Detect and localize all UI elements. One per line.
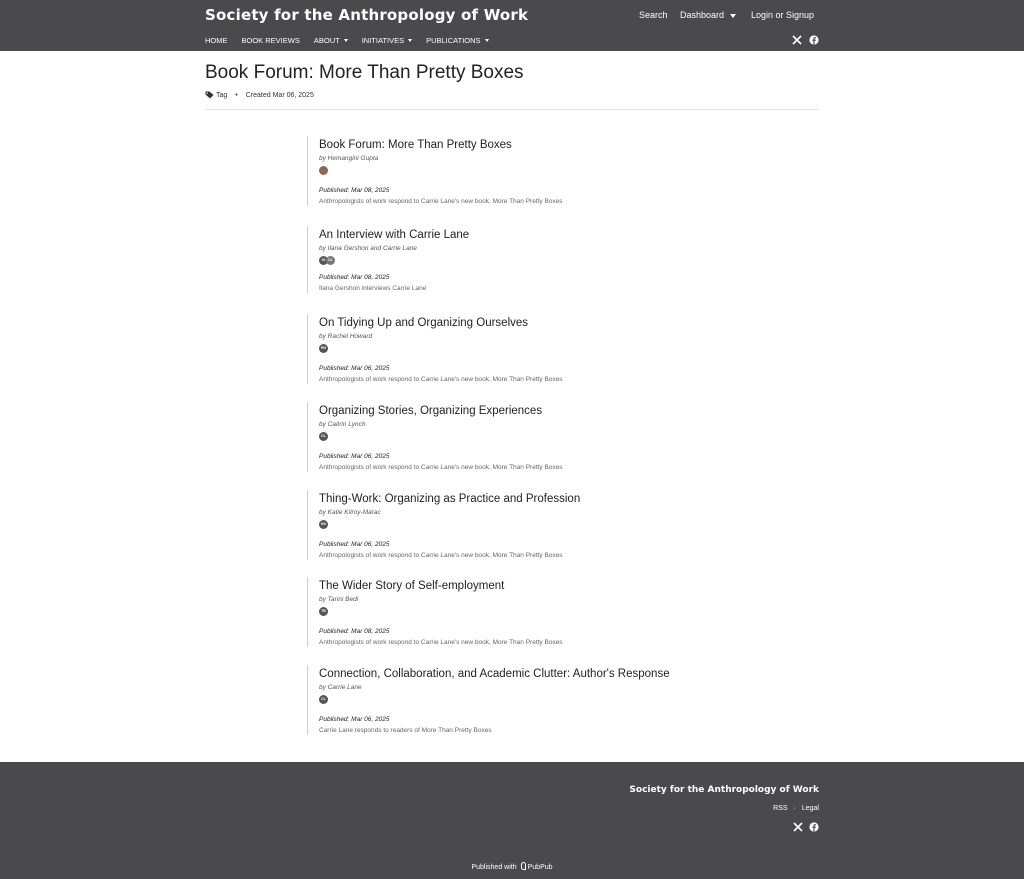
divider	[205, 109, 819, 110]
tag-icon	[205, 91, 214, 99]
dashboard-menu[interactable]	[680, 10, 736, 20]
avatar-group	[319, 520, 727, 529]
pub-description: Anthropologists of work respond to Carrie Lane's new book, More Than Pretty Boxes	[319, 552, 563, 559]
login-link[interactable]: Login or Signup	[751, 10, 815, 20]
pub-card	[307, 665, 727, 735]
published-with-label: Published with	[471, 864, 517, 871]
site-footer	[0, 762, 1024, 879]
avatar[interactable]: CL	[326, 256, 335, 265]
separator-dot: •	[235, 91, 238, 99]
pub-title[interactable]: Thing-Work: Organizing as Practice and Profession	[319, 493, 581, 505]
page-meta	[205, 91, 314, 99]
pub-description: Anthropologists of work respond to Carrie Lane's new book, More Than Pretty Boxes	[319, 376, 563, 383]
pub-title[interactable]: Book Forum: More Than Pretty Boxes	[319, 139, 512, 151]
pub-date: Published: Mar 08, 2025	[319, 274, 390, 281]
chevron-down-icon	[485, 39, 489, 42]
nav-item-label: PUBLICATIONS	[426, 36, 481, 45]
pub-date: Published: Mar 08, 2025	[319, 628, 390, 635]
x-icon[interactable]	[793, 822, 803, 832]
pub-byline: by Caitrin Lynch	[319, 421, 366, 428]
avatar[interactable]: CL	[319, 432, 328, 441]
tag-label: Tag	[216, 91, 228, 99]
chevron-down-icon	[408, 39, 412, 42]
avatar-group	[319, 695, 727, 704]
pub-card	[307, 136, 727, 206]
pub-byline: by Katie Kilroy-Marac	[319, 509, 381, 516]
facebook-icon[interactable]	[809, 35, 819, 45]
pub-description: Carrie Lane responds to readers of More Than Pretty Boxes	[319, 727, 492, 734]
pub-card	[307, 577, 727, 647]
pub-description: Ilana Gershon interviews Carrie Lane	[319, 285, 427, 292]
pub-description: Anthropologists of work respond to Carrie Lane's new book, More Than Pretty Boxes	[319, 464, 563, 471]
site-header	[0, 0, 1024, 51]
pub-card	[307, 226, 727, 293]
avatar[interactable]: KK	[319, 520, 328, 529]
separator-dot: ·	[793, 805, 796, 812]
pub-title[interactable]: An Interview with Carrie Lane	[319, 229, 470, 241]
footer-links	[773, 805, 819, 812]
site-title[interactable]: Society for the Anthropology of Work	[205, 6, 529, 24]
pub-description: Anthropologists of work respond to Carrie Lane's new book, More Than Pretty Boxes	[319, 198, 563, 205]
chevron-down-icon	[344, 39, 348, 42]
footer-social-links	[793, 822, 819, 832]
avatar-group	[319, 256, 727, 265]
created-date: Created Mar 06, 2025	[245, 91, 314, 99]
pub-title[interactable]: The Wider Story of Self-employment	[319, 580, 505, 592]
pub-title[interactable]: Connection, Collaboration, and Academic Clutter: Author's Response	[319, 668, 670, 680]
avatar[interactable]: RH	[319, 344, 328, 353]
pub-date: Published: Mar 08, 2025	[319, 187, 390, 194]
pub-card	[307, 402, 727, 472]
pub-byline: by Tarini Bedi	[319, 596, 359, 603]
pub-byline: by Carrie Lane	[319, 684, 362, 691]
avatar-group	[319, 166, 727, 175]
pub-date: Published: Mar 06, 2025	[319, 453, 390, 460]
pub-title[interactable]: On Tidying Up and Organizing Ourselves	[319, 317, 529, 329]
pub-byline: by Hemangini Gupta	[319, 155, 379, 162]
search-link[interactable]: Search	[639, 10, 668, 20]
avatar-group	[319, 432, 727, 441]
avatar[interactable]: IG	[319, 256, 328, 265]
x-icon[interactable]	[792, 35, 802, 45]
pubpub-label: PubPub	[527, 864, 553, 871]
nav-item-label: BOOK REVIEWS	[241, 36, 300, 45]
nav-item-about[interactable]	[314, 36, 348, 45]
pubpub-logo-icon	[521, 862, 526, 870]
legal-link[interactable]: Legal	[801, 805, 819, 812]
pub-description: Anthropologists of work respond to Carrie Lane's new book, More Than Pretty Boxes	[319, 639, 563, 646]
nav-item-home[interactable]	[205, 36, 228, 45]
nav-item-publications[interactable]	[426, 36, 488, 45]
page-title: Book Forum: More Than Pretty Boxes	[205, 62, 524, 83]
avatar[interactable]: TB	[319, 607, 328, 616]
facebook-icon[interactable]	[809, 822, 819, 832]
avatar[interactable]: CL	[319, 695, 328, 704]
chevron-down-icon	[730, 14, 736, 18]
pub-date: Published: Mar 06, 2025	[319, 365, 390, 372]
published-with[interactable]	[0, 862, 1024, 871]
nav-item-label: INITIATIVES	[361, 36, 405, 45]
nav-item-book-reviews[interactable]	[242, 36, 300, 45]
avatar[interactable]	[319, 166, 328, 175]
nav-item-initiatives[interactable]	[362, 36, 412, 45]
pub-byline: by Rachel Howard	[319, 333, 373, 340]
avatar-group	[319, 607, 727, 616]
pub-date: Published: Mar 06, 2025	[319, 716, 390, 723]
pub-card	[307, 490, 727, 560]
pub-card	[307, 314, 727, 384]
footer-title[interactable]: Society for the Anthropology of Work	[629, 785, 819, 795]
social-links	[792, 35, 819, 45]
main-nav	[205, 36, 503, 45]
nav-item-label: ABOUT	[313, 36, 340, 45]
nav-item-label: HOME	[205, 36, 228, 45]
dashboard-label: Dashboard	[680, 10, 725, 20]
pub-byline: by Ilana Gershon and Carrie Lane	[319, 245, 417, 252]
rss-link[interactable]: RSS	[773, 805, 788, 812]
pub-date: Published: Mar 06, 2025	[319, 541, 390, 548]
pub-title[interactable]: Organizing Stories, Organizing Experiences	[319, 405, 543, 417]
avatar-group	[319, 344, 727, 353]
